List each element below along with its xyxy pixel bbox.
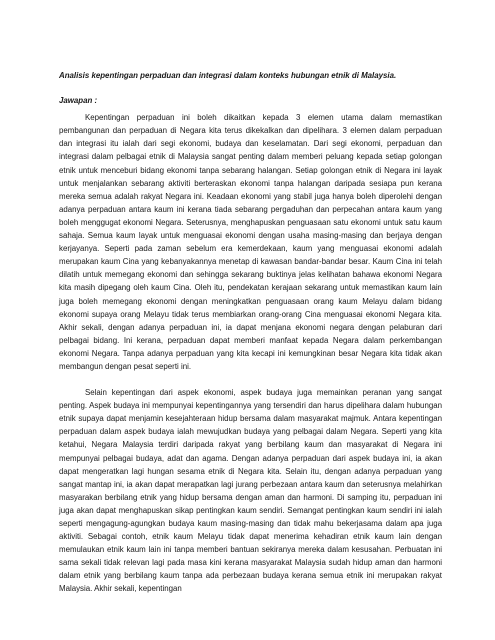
document-body (59, 69, 442, 596)
answer-label: Jawapan : (59, 96, 98, 106)
question-heading: Analisis kepentingan perpaduan dan integrasi dalam konteks hubungan etnik di Malaysia. (59, 71, 397, 80)
paragraph-economy: Kepentingan perpaduan ini boleh dikaitkan kepada 3 elemen utama dalam memastikan pembangunan dan perpaduan di Negara kita terus dikekalkan dan dipelihara. 3 elemen dalam perpaduan dan integrasi itu ialah dari segi ekonomi, budaya dan keselamatan. Dari segi ekonomi, perpaduan dan integrasi dalam pelbagai etnik di Malaysia sangat penting dalam memberi peluang kepada setiap golongan etnik untuk menceburi bidang ekonomi tanpa sebarang halangan. Setiap golongan etnik di Negara ini layak untuk menjalankan sebarang aktiviti berteraskan ekonomi tanpa halangan daripada sesiapa pun kerana mereka semua adalah rakyat Negara ini. Keadaan ekonomi yang stabil juga hanya boleh diperolehi dengan adanya perpaduan antara kaum ini kerana tiada sebarang pergaduhan dan perpecahan antara kaum yang boleh menggugat ekonomi Negara. Seterusnya, menghapuskan penguasaan satu ekonomi untuk satu kaum sahaja. Semua kaum layak untuk menguasai ekonomi dengan usaha masing-masing dan berjaya dengan kerjayanya. Seperti pada zaman sebelum era kemerdekaan, kaum yang menguasai ekonomi adalah merupakan kaum Cina yang kebanyakannya menetap di kawasan bandar-bandar besar. Kaum Cina ini telah dilatih untuk memegang ekonomi dan sehingga sekarang buktinya jelas kelihatan bahawa ekonomi Negara kita masih dipegang oleh kaum Cina. Oleh itu, pendekatan kerajaan sekarang untuk memastikan kaum lain juga boleh memegang ekonomi dengan meningkatkan penguasaan orang kaum Melayu dalam bidang ekonomi supaya orang Melayu tidak terus membiarkan orang-orang Cina menguasai ekonomi Negara kita. Akhir sekali, dengan adanya perpaduan ini, ia dapat menjana ekonomi negara dengan pelaburan dari pelbagai bidang. Ini kerana, perpaduan dapat memberi manfaat kepada Negara dalam perkembangan ekonomi Negara. Tanpa adanya perpaduan yang kita kecapi ini kemungkinan besar Negara kita tidak akan membangun dengan pesat seperti ini. (59, 113, 442, 371)
paragraph-culture: Selain kepentingan dari aspek ekonomi, aspek budaya juga memainkan peranan yang sangat penting. Aspek budaya ini mempunyai kepentingannya yang tersendiri dan harus dipelihara dalam hubungan etnik supaya dapat menjamin kesejahteraan hidup bersama dalam masyarakat majmuk. Antara kepentingan perpaduan dalam aspek budaya ialah mewujudkan budaya yang pelbagai dalam Negara. Seperti yang kita ketahui, Negara Malaysia terdiri daripada rakyat yang berbilang kaum dan masyarakat di Negara ini mempunyai pelbagai budaya, adat dan agama. Dengan adanya perpaduan dari aspek budaya ini, ia akan dapat mengeratkan lagi hungan sesama etnik di Negara kita. Selain itu, dengan adanya perpaduan yang sangat mantap ini, ia akan dapat merapatkan lagi jurang perbezaan antara kaum dan seterusnya melahirkan masyarakan berbilang etnik yang hidup bersama dengan aman dan harmoni. Di samping itu, perpaduan ini juga akan dapat menghapuskan sikap pentingkan kaum sendiri. Semangat pentingkan kaum sendiri ini ialah seperti mengagung-agungkan budaya kaum masing-masing dan tidak mahu bekerjasama dalam apa juga aktiviti. Sebagai contoh, etnik kaum Melayu tidak dapat menerima kehadiran etnik kaum lain dengan memulaukan etnik kaum lain ini tanpa memberi bantuan sekiranya mereka dalam kesusahan. Perbuatan ini sama sekali tidak relevan lagi pada masa kini kerana masyarakat Malaysia sudah hidup aman dan harmoni dalam etnik yang berbilang kaum tanpa ada perbezaan budaya kerana semua etnik ini merupakan rakyat Malaysia. Akhir sekali, kepentingan (59, 388, 442, 594)
